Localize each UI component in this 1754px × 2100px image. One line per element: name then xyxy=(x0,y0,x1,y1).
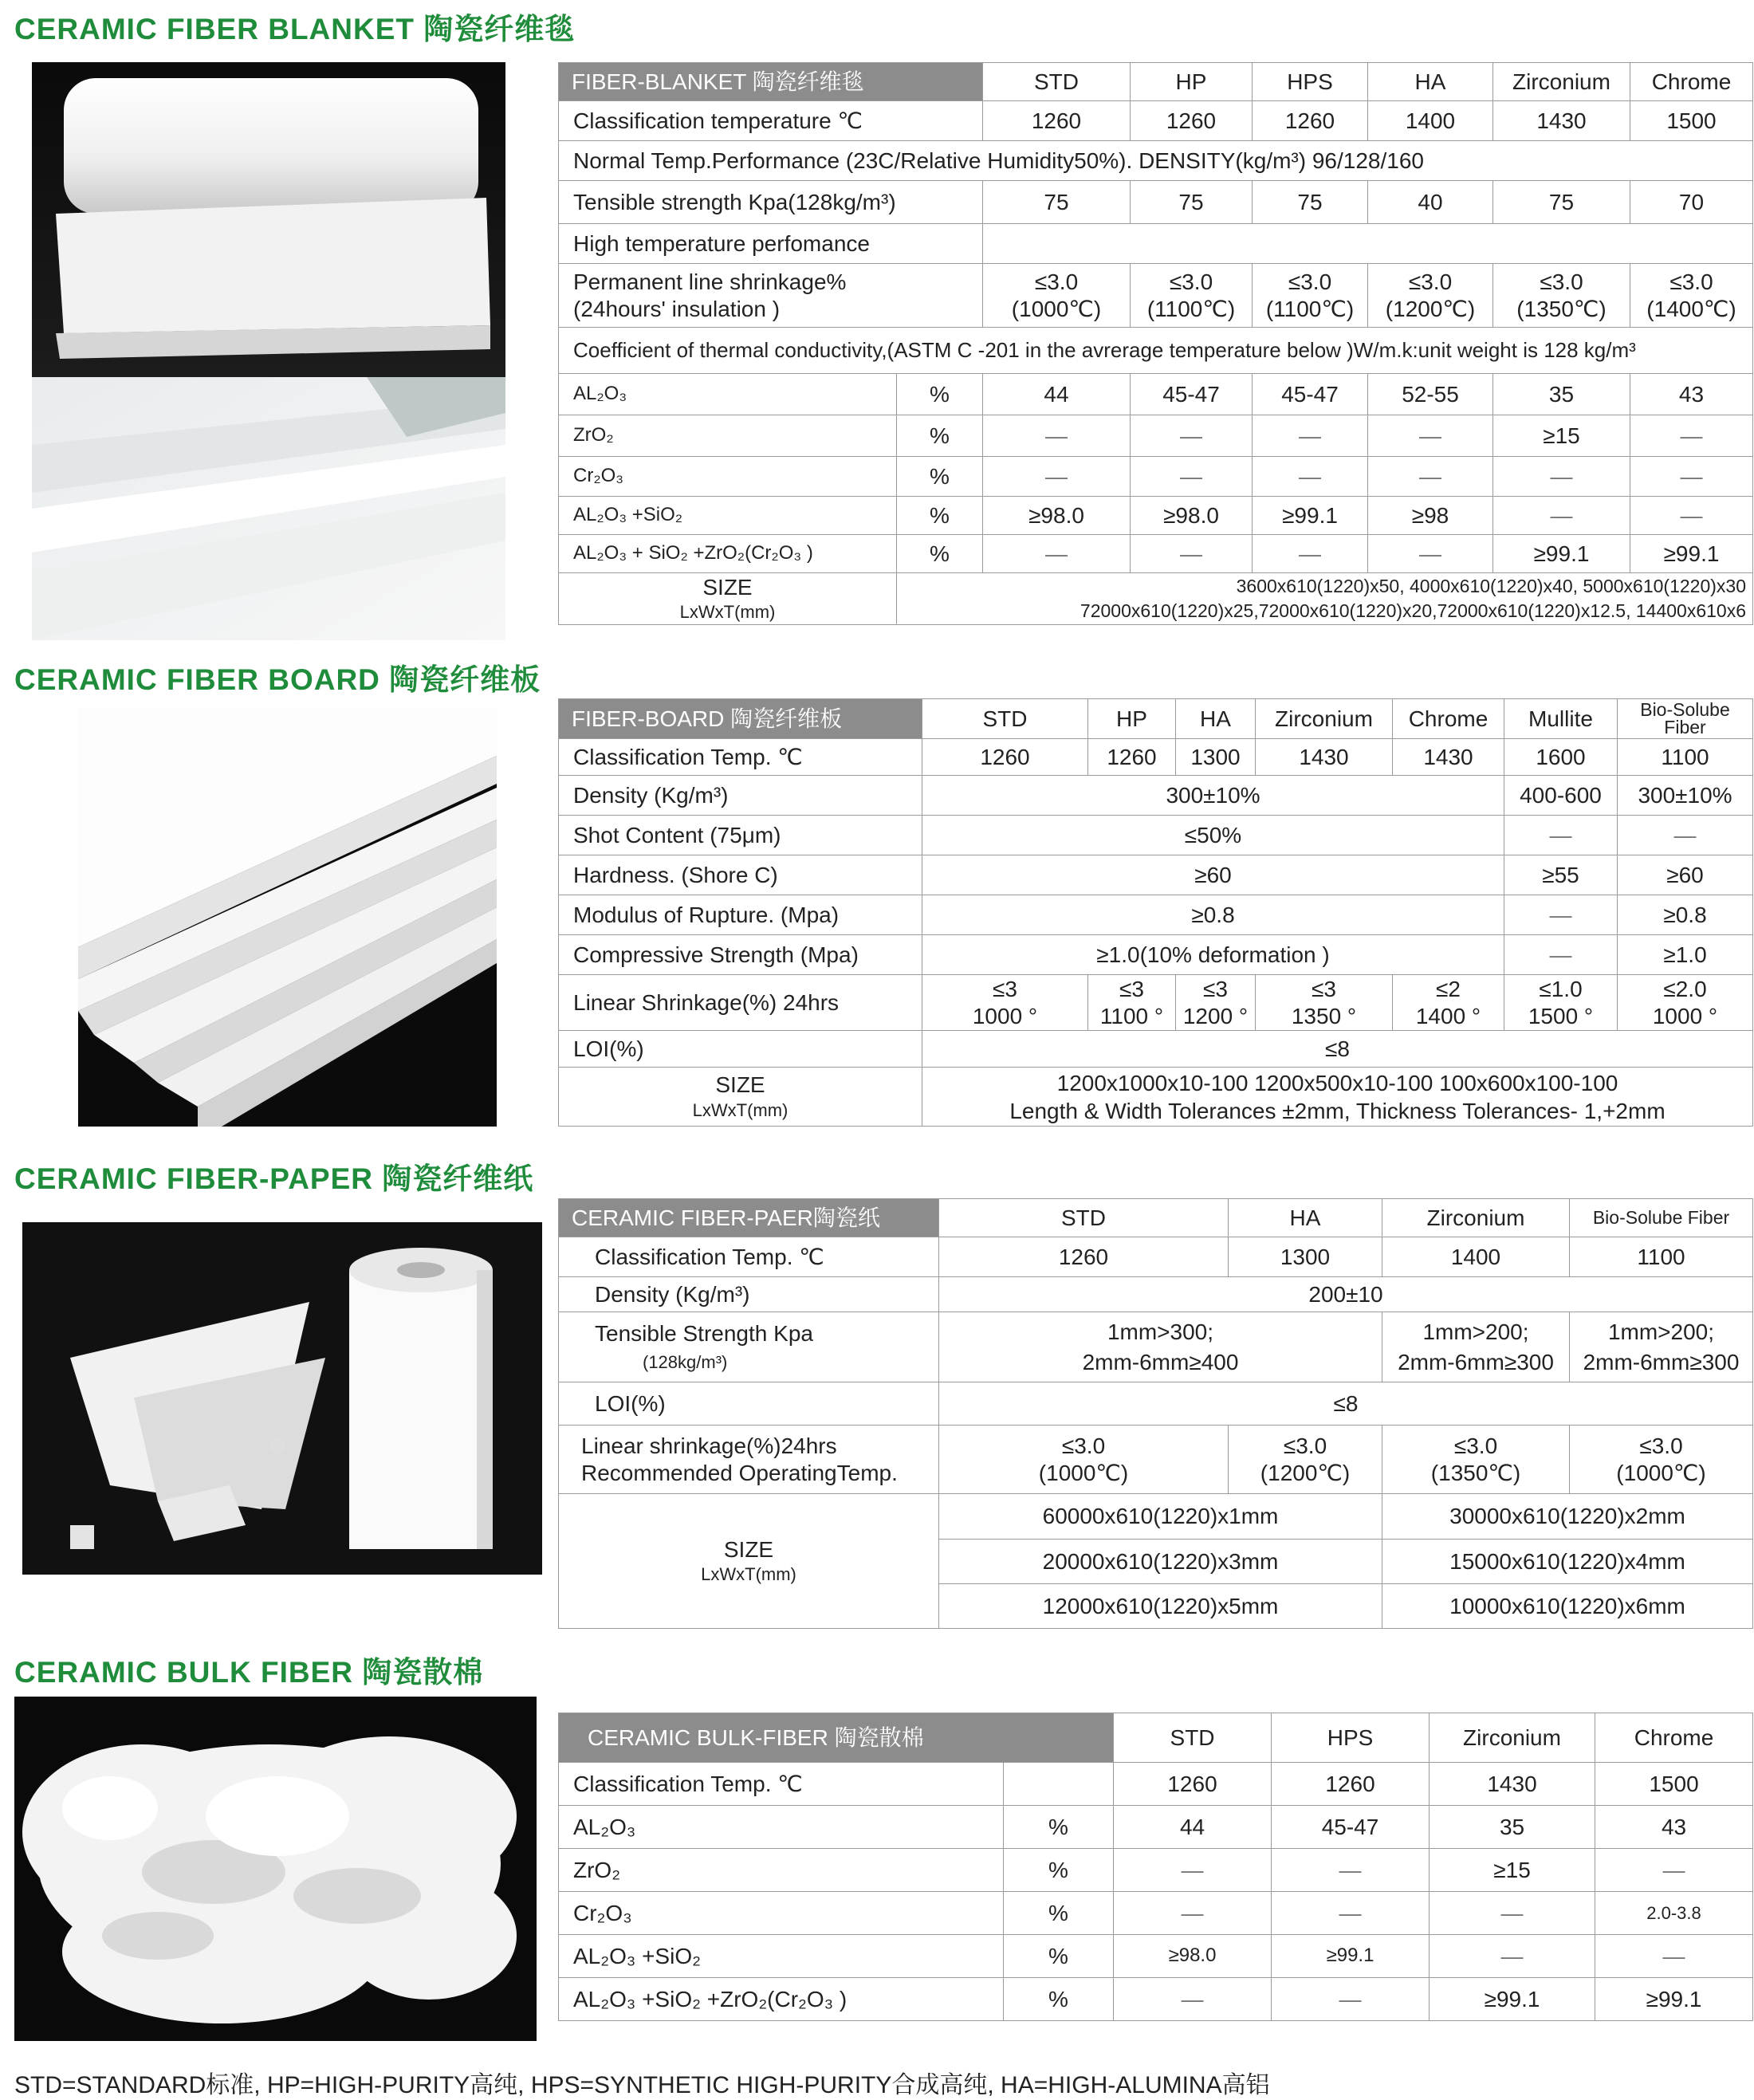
cell: — xyxy=(1131,457,1253,497)
cell: ≤3 1100 ° xyxy=(1088,975,1176,1031)
board-section-title: CERAMIC FIBER BOARD 陶瓷纤维板 xyxy=(14,663,541,696)
unit: % xyxy=(1004,1935,1114,1978)
row-label: Linear Shrinkage(%) 24hrs xyxy=(559,975,922,1031)
cell: 1mm>200; 2mm-6mm≥300 xyxy=(1382,1312,1570,1382)
size-sub: LxWxT(mm) xyxy=(679,602,776,622)
cell: — xyxy=(1504,895,1618,935)
empty-cell xyxy=(983,224,1753,264)
cell: — xyxy=(1272,1849,1430,1892)
blanket-header-label: FIBER-BLANKET 陶瓷纤维毯 xyxy=(559,63,983,101)
cell: ≤50% xyxy=(922,816,1504,855)
cell: 40 xyxy=(1368,181,1493,224)
cell: — xyxy=(1114,1892,1272,1935)
unit: % xyxy=(897,497,983,535)
cell: — xyxy=(983,415,1131,457)
blanket-roll-photo xyxy=(32,62,505,640)
unit: % xyxy=(1004,1978,1114,2021)
cell: — xyxy=(1114,1978,1272,2021)
cell: — xyxy=(1253,415,1368,457)
paper-header-label: CERAMIC FIBER-PAER陶瓷纸 xyxy=(559,1199,939,1237)
cell: — xyxy=(1493,457,1630,497)
cell: ≥99.1 xyxy=(1272,1935,1430,1978)
cell: ≤3.0 (1350℃) xyxy=(1382,1426,1570,1494)
cell: 75 xyxy=(1131,181,1253,224)
cell: ≤3.0 (1200℃) xyxy=(1229,1426,1382,1494)
bulk-header-label: CERAMIC BULK-FIBER 陶瓷散棉 xyxy=(559,1713,1114,1763)
cell: — xyxy=(1430,1892,1595,1935)
cell: — xyxy=(1504,935,1618,975)
cell: ≤2 1400 ° xyxy=(1393,975,1504,1031)
chem-label: AL₂O₃ +SiO₂ +ZrO₂(Cr₂O₃ ) xyxy=(559,1978,1004,2021)
cell: ≤8 xyxy=(922,1031,1753,1068)
size-label-cell xyxy=(559,1068,922,1127)
cell: 1300 xyxy=(1229,1237,1382,1277)
col-hps: HPS xyxy=(1253,63,1368,101)
cell: — xyxy=(1504,816,1618,855)
size-sub: LxWxT(mm) xyxy=(692,1099,789,1120)
row-label: Shot Content (75μm) xyxy=(559,816,922,855)
cell: 60000x610(1220)x1mm xyxy=(939,1494,1382,1540)
col-chrome: Chrome xyxy=(1630,63,1753,101)
cell: ≥15 xyxy=(1430,1849,1595,1892)
row-label: Tensible Strength Kpa (128kg/m³) xyxy=(559,1312,939,1382)
chem-label: AL₂O₃ xyxy=(559,1806,1004,1849)
chem-label: AL₂O₃ +SiO₂ xyxy=(559,1935,1004,1978)
col-zirconium: Zirconium xyxy=(1493,63,1630,101)
normal-temp-row: Normal Temp.Performance (23C/Relative Humidity50%). DENSITY(kg/m³) 96/128/160 xyxy=(559,141,1753,181)
cell: — xyxy=(1618,816,1753,855)
row-label: Compressive Strength (Mpa) xyxy=(559,935,922,975)
cell: ≤3 1000 ° xyxy=(922,975,1088,1031)
cell: 75 xyxy=(1493,181,1630,224)
board-spec-table xyxy=(558,698,1753,1127)
row-label: Tensible strength Kpa(128kg/m³) xyxy=(559,181,983,224)
col-ha: HA xyxy=(1176,699,1256,739)
cell: ≥99.1 xyxy=(1595,1978,1753,2021)
paper-roll-photo xyxy=(22,1222,542,1575)
cell: 43 xyxy=(1595,1806,1753,1849)
cell: ≥55 xyxy=(1504,855,1618,895)
row-label: Classification Temp. ℃ xyxy=(559,1763,1004,1806)
cell: ≥0.8 xyxy=(922,895,1504,935)
cell: ≥60 xyxy=(922,855,1504,895)
cell: — xyxy=(1272,1978,1430,2021)
col-zirconium: Zirconium xyxy=(1256,699,1393,739)
cell: 1600 xyxy=(1504,739,1618,776)
cell: 1300 xyxy=(1176,739,1256,776)
size-label: SIZE xyxy=(723,1536,774,1562)
cell: 35 xyxy=(1493,374,1630,415)
size-values: 1200x1000x10-100 1200x500x10-100 100x600x100-100 Length & Width Tolerances ±2mm, Thickness Tolerances- 1,+2mm xyxy=(922,1068,1753,1127)
size-label-cell xyxy=(559,1494,939,1629)
row-label: LOI(%) xyxy=(559,1031,922,1068)
unit: % xyxy=(897,457,983,497)
cell: ≥98.0 xyxy=(983,497,1131,535)
col-std: STD xyxy=(939,1199,1229,1237)
cell: ≥1.0 xyxy=(1618,935,1753,975)
cell: ≥60 xyxy=(1618,855,1753,895)
cell: ≥99.1 xyxy=(1430,1978,1595,2021)
cell: 1400 xyxy=(1368,101,1493,141)
bulk-fiber-photo xyxy=(14,1697,537,2041)
cell: 1500 xyxy=(1595,1763,1753,1806)
col-bio-solube: Bio-Solube Fiber xyxy=(1618,699,1753,739)
cell: 45-47 xyxy=(1253,374,1368,415)
unit: % xyxy=(1004,1849,1114,1892)
unit: % xyxy=(897,415,983,457)
empty-cell xyxy=(1004,1763,1114,1806)
cell: ≤3.0 (1100℃) xyxy=(1131,264,1253,328)
cell: — xyxy=(1630,415,1753,457)
chem-label: ZrO₂ xyxy=(559,415,897,457)
cell: 1mm>300; 2mm-6mm≥400 xyxy=(939,1312,1382,1382)
col-std: STD xyxy=(983,63,1131,101)
row-label: Classification Temp. ℃ xyxy=(559,1237,939,1277)
paper-section-title: CERAMIC FIBER-PAPER 陶瓷纤维纸 xyxy=(14,1162,534,1195)
col-hps: HPS xyxy=(1272,1713,1430,1763)
cell: 30000x610(1220)x2mm xyxy=(1382,1494,1753,1540)
cell: ≤3.0 (1000℃) xyxy=(983,264,1131,328)
cell: 43 xyxy=(1630,374,1753,415)
chem-label: AL₂O₃ +SiO₂ xyxy=(559,497,897,535)
cell: 1400 xyxy=(1382,1237,1570,1277)
cell: 300±10% xyxy=(922,776,1504,816)
col-chrome: Chrome xyxy=(1393,699,1504,739)
cell: ≤3 1200 ° xyxy=(1176,975,1256,1031)
cell: 1430 xyxy=(1393,739,1504,776)
shrink-label-line1: Permanent line shrinkage% xyxy=(573,269,847,295)
cell: 12000x610(1220)x5mm xyxy=(939,1584,1382,1629)
chem-label: Cr₂O₃ xyxy=(559,457,897,497)
cell: — xyxy=(1630,497,1753,535)
cell: — xyxy=(1595,1849,1753,1892)
cell: — xyxy=(1272,1892,1430,1935)
cell: 400-600 xyxy=(1504,776,1618,816)
row-label: Hardness. (Shore C) xyxy=(559,855,922,895)
cell: 1260 xyxy=(1088,739,1176,776)
abbreviation-footnote: STD=STANDARD标准, HP=HIGH-PURITY高纯, HPS=SYNTHETIC HIGH-PURITY合成高纯, HA=HIGH-ALUMINA高铝 xyxy=(14,2072,1270,2098)
cell: 1430 xyxy=(1256,739,1393,776)
cell: 1430 xyxy=(1430,1763,1595,1806)
size-label: SIZE xyxy=(702,574,753,600)
cell: 44 xyxy=(983,374,1131,415)
cell: 20000x610(1220)x3mm xyxy=(939,1540,1382,1584)
bulk-section-title: CERAMIC BULK FIBER 陶瓷散棉 xyxy=(14,1656,484,1689)
col-ha: HA xyxy=(1229,1199,1382,1237)
row-label: LOI(%) xyxy=(559,1382,939,1426)
cell: ≥98.0 xyxy=(1131,497,1253,535)
col-std: STD xyxy=(1114,1713,1272,1763)
shrink-label-line2: (24hours' insulation ) xyxy=(573,296,781,321)
cell: — xyxy=(1368,415,1493,457)
cell: ≥99.1 xyxy=(1253,497,1368,535)
board-photo xyxy=(78,708,497,1127)
cell: 1260 xyxy=(1272,1763,1430,1806)
col-bio-solube: Bio-Solube Fiber xyxy=(1570,1199,1753,1237)
size-sub: LxWxT(mm) xyxy=(701,1564,796,1584)
cell: — xyxy=(983,535,1131,573)
col-chrome: Chrome xyxy=(1595,1713,1753,1763)
cell: 1260 xyxy=(939,1237,1229,1277)
board-header-label: FIBER-BOARD 陶瓷纤维板 xyxy=(559,699,922,739)
unit: % xyxy=(897,535,983,573)
col-ha: HA xyxy=(1368,63,1493,101)
cell: 1mm>200; 2mm-6mm≥300 xyxy=(1570,1312,1753,1382)
cell: ≥99.1 xyxy=(1630,535,1753,573)
col-zirconium: Zirconium xyxy=(1382,1199,1570,1237)
cell: — xyxy=(1114,1849,1272,1892)
chem-label: AL₂O₃ xyxy=(559,374,897,415)
cell: 45-47 xyxy=(1272,1806,1430,1849)
size-label: SIZE xyxy=(715,1072,765,1098)
cell: ≤3.0 (1000℃) xyxy=(939,1426,1229,1494)
row-label: Density (Kg/m³) xyxy=(559,776,922,816)
cell: 1100 xyxy=(1570,1237,1753,1277)
cell: 52-55 xyxy=(1368,374,1493,415)
cell: ≤3.0 (1200℃) xyxy=(1368,264,1493,328)
row-label: High temperature perfomance xyxy=(559,224,983,264)
cell: 1260 xyxy=(1131,101,1253,141)
cell: 75 xyxy=(1253,181,1368,224)
cell: 75 xyxy=(983,181,1131,224)
paper-spec-table xyxy=(558,1198,1753,1629)
cell: 1260 xyxy=(922,739,1088,776)
row-label: Classification temperature ℃ xyxy=(559,101,983,141)
col-zirconium: Zirconium xyxy=(1430,1713,1595,1763)
cell: — xyxy=(1430,1935,1595,1978)
cell: ≤8 xyxy=(939,1382,1753,1426)
cell: — xyxy=(1368,457,1493,497)
cell: ≥99.1 xyxy=(1493,535,1630,573)
cell: 35 xyxy=(1430,1806,1595,1849)
cell: — xyxy=(983,457,1131,497)
coef-row: Coefficient of thermal conductivity,(ASTM C -201 in the avrerage temperature below )W/m.k:unit weight is 128 kg/m³ xyxy=(559,328,1753,374)
cell: — xyxy=(1253,535,1368,573)
col-mullite: Mullite xyxy=(1504,699,1618,739)
cell: ≤3.0 (1350℃) xyxy=(1493,264,1630,328)
cell: 70 xyxy=(1630,181,1753,224)
cell: ≤3 1350 ° xyxy=(1256,975,1393,1031)
unit: % xyxy=(1004,1892,1114,1935)
unit: % xyxy=(1004,1806,1114,1849)
cell: 45-47 xyxy=(1131,374,1253,415)
cell: ≤2.0 1000 ° xyxy=(1618,975,1753,1031)
cell: — xyxy=(1630,457,1753,497)
cell: — xyxy=(1131,535,1253,573)
cell: 2.0-3.8 xyxy=(1595,1892,1753,1935)
cell: 200±10 xyxy=(939,1277,1753,1312)
cell: ≥1.0(10% deformation ) xyxy=(922,935,1504,975)
col-hp: HP xyxy=(1131,63,1253,101)
cell: ≤3.0 (1100℃) xyxy=(1253,264,1368,328)
cell: 1260 xyxy=(1253,101,1368,141)
chem-label: Cr₂O₃ xyxy=(559,1892,1004,1935)
cell: ≥15 xyxy=(1493,415,1630,457)
row-label: Density (Kg/m³) xyxy=(559,1277,939,1312)
size-values: 3600x610(1220)x50, 4000x610(1220)x40, 5000x610(1220)x30 72000x610(1220)x25,72000x610(1220)x20,72000x610(1220)x12.5, 14400x610x6 xyxy=(897,573,1753,625)
cell: — xyxy=(1253,457,1368,497)
cell: — xyxy=(1131,415,1253,457)
cell: ≥98.0 xyxy=(1114,1935,1272,1978)
col-std: STD xyxy=(922,699,1088,739)
bulk-spec-table xyxy=(558,1713,1753,2021)
cell: 1500 xyxy=(1630,101,1753,141)
cell: — xyxy=(1368,535,1493,573)
row-label: Modulus of Rupture. (Mpa) xyxy=(559,895,922,935)
cell: ≤3.0 (1000℃) xyxy=(1570,1426,1753,1494)
cell: ≤1.0 1500 ° xyxy=(1504,975,1618,1031)
cell: 1260 xyxy=(1114,1763,1272,1806)
cell: — xyxy=(1595,1935,1753,1978)
chem-label: AL₂O₃ + SiO₂ +ZrO₂(Cr₂O₃ ) xyxy=(559,535,897,573)
row-label xyxy=(559,264,983,328)
cell: 1430 xyxy=(1493,101,1630,141)
blanket-spec-table xyxy=(558,62,1753,625)
chem-label: ZrO₂ xyxy=(559,1849,1004,1892)
cell: 1100 xyxy=(1618,739,1753,776)
blanket-section-title: CERAMIC FIBER BLANKET 陶瓷纤维毯 xyxy=(14,13,576,45)
cell: — xyxy=(1493,497,1630,535)
col-hp: HP xyxy=(1088,699,1176,739)
size-label-cell xyxy=(559,573,897,625)
cell: ≥0.8 xyxy=(1618,895,1753,935)
row-label: Linear shrinkage(%)24hrs Recommended OperatingTemp. xyxy=(559,1426,939,1494)
cell: 44 xyxy=(1114,1806,1272,1849)
row-label: Classification Temp. ℃ xyxy=(559,739,922,776)
cell: ≥98 xyxy=(1368,497,1493,535)
cell: 1260 xyxy=(983,101,1131,141)
cell: 15000x610(1220)x4mm xyxy=(1382,1540,1753,1584)
unit: % xyxy=(897,374,983,415)
cell: 10000x610(1220)x6mm xyxy=(1382,1584,1753,1629)
cell: ≤3.0 (1400℃) xyxy=(1630,264,1753,328)
cell: 300±10% xyxy=(1618,776,1753,816)
